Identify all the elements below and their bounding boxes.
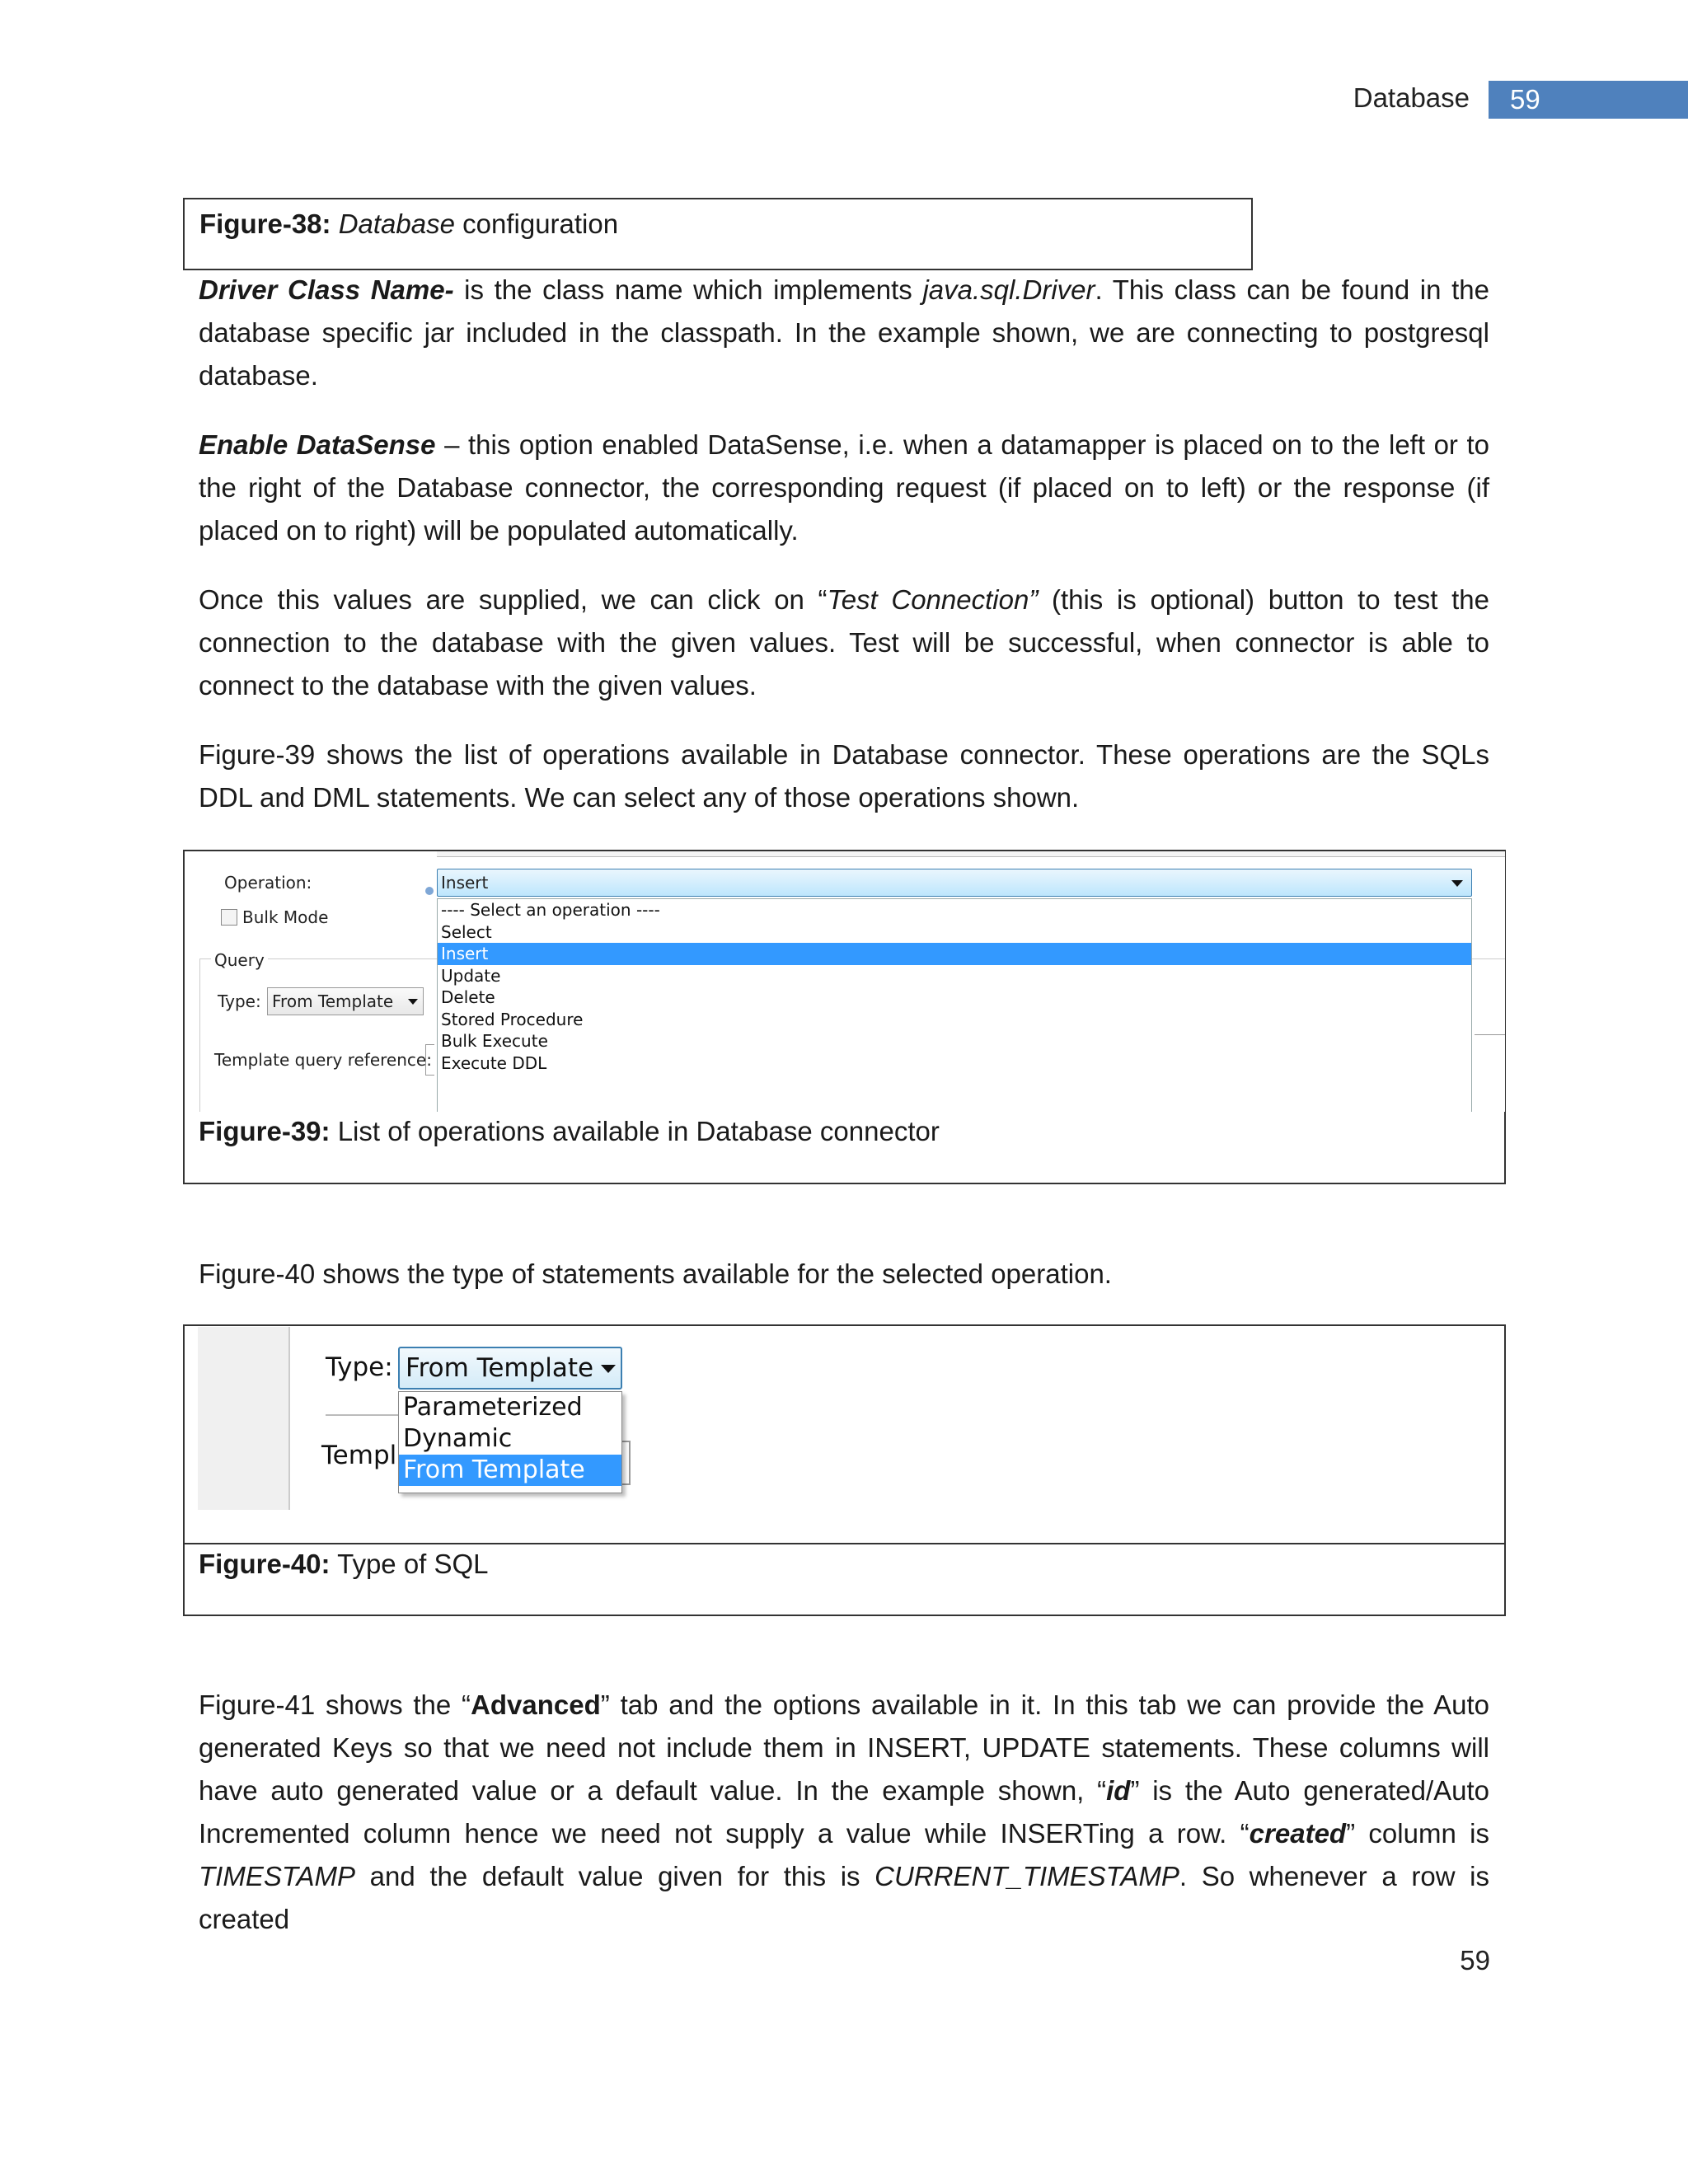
created-column-ref: created — [1249, 1818, 1347, 1849]
figure-40-caption — [199, 1543, 489, 1586]
info-dot-icon — [425, 887, 434, 895]
separator-line — [326, 1414, 400, 1416]
type-label: Type: — [218, 991, 261, 1011]
operation-option[interactable]: Delete — [441, 987, 495, 1007]
operation-label: Operation: — [224, 873, 312, 893]
operation-select[interactable] — [437, 869, 1472, 897]
header-page-number: 59 — [1489, 81, 1688, 119]
current-timestamp-ref: CURRENT_TIMESTAMP — [874, 1861, 1179, 1891]
figure-39-caption — [199, 1110, 940, 1153]
type-select[interactable] — [398, 1347, 622, 1390]
paragraph-enable-datasense — [199, 424, 1489, 552]
test-connection-ref: Test Connection” — [827, 584, 1039, 615]
operation-select-value: Insert — [441, 873, 489, 893]
bulk-mode-checkbox[interactable] — [221, 909, 237, 926]
template-query-field-edge[interactable] — [425, 1044, 434, 1076]
chevron-down-icon — [1451, 880, 1463, 887]
operation-options-list — [437, 898, 1472, 1112]
operation-option[interactable]: Bulk Execute — [441, 1031, 548, 1051]
top-field-remnant — [437, 851, 1505, 857]
figure-40-title: Type of SQL — [330, 1549, 489, 1579]
screenshot-type-dropdown — [198, 1327, 659, 1510]
driver-class-ref: java.sql.Driver — [922, 274, 1095, 305]
type-select-value: From Template — [406, 1353, 594, 1383]
driver-text-2: . This class can be found in the database specific jar included in the classpath. In the example shown, we are connecting to postgresql database. — [199, 274, 1489, 391]
operation-option[interactable]: Select — [441, 921, 492, 942]
fig41-t1: Figure-41 shows the “ — [199, 1690, 471, 1720]
test-text-1: Once this values are supplied, we can click on “ — [199, 584, 828, 615]
fig41-t5: and the default value given for this is — [355, 1861, 875, 1891]
operation-option-selected[interactable]: Insert — [438, 943, 1471, 965]
paragraph-figure-41 — [199, 1684, 1489, 1941]
left-panel — [198, 1327, 290, 1510]
test-text-2: (this is optional) button to test the connection to the database with the given values. Test will be successful, when connector is able to connect to the database with the given values. — [199, 584, 1489, 701]
type-select[interactable] — [267, 987, 424, 1015]
figure-40-label: Figure-40: — [199, 1549, 331, 1579]
advanced-tab-ref: Advanced — [471, 1690, 601, 1720]
figure-38-caption-box — [183, 198, 1253, 270]
type-option[interactable]: Dynamic — [403, 1424, 513, 1453]
screenshot-operation-dropdown — [185, 851, 1505, 1112]
chevron-down-icon — [601, 1365, 616, 1373]
term-driver-class-name: Driver Class Name- — [199, 274, 454, 305]
paragraph-test-connection — [199, 579, 1489, 707]
timestamp-ref: TIMESTAMP — [199, 1861, 356, 1891]
operation-option[interactable]: ---- Select an operation ---- — [441, 900, 660, 920]
fig41-t2: ” tab and the options available in it. In this tab we can provide the Auto generated Keys so that we need not include them in INSERT, UPDATE statements. These columns will have auto generated value or a default value. In the example shown, “ — [199, 1690, 1489, 1806]
figure-38-label: Figure-38: — [199, 209, 331, 239]
operation-option[interactable]: Stored Procedure — [441, 1009, 584, 1029]
footer-page-number: 59 — [1460, 1945, 1490, 1975]
driver-text-1: is the class name which implements — [453, 274, 923, 305]
paragraph-figure-39-intro: Figure-39 shows the list of operations available in Database connector. These operations are the SQLs DDL and DML statements. We can select any of those operations shown. — [199, 739, 1489, 813]
query-group-label: Query — [211, 950, 268, 970]
template-label-partial: Templ — [321, 1441, 397, 1470]
paragraph-driver-class — [199, 269, 1489, 397]
frame-edge-right-2 — [1475, 1034, 1505, 1035]
term-enable-datasense: Enable DataSense — [199, 429, 436, 460]
figure-38-title-rest: configuration — [454, 209, 619, 239]
operation-option[interactable]: Update — [441, 965, 501, 986]
template-query-reference-label: Template query reference: — [214, 1050, 432, 1070]
figure-39-label: Figure-39: — [199, 1116, 331, 1146]
figure-39-title: List of operations available in Database connector — [330, 1116, 940, 1146]
id-column-ref: id — [1106, 1775, 1131, 1806]
type-label: Type: — [326, 1352, 393, 1382]
type-select-value: From Template — [272, 991, 394, 1011]
chevron-down-icon — [408, 999, 418, 1005]
figure-38-caption — [199, 203, 618, 246]
fig41-t4: ” column is — [1346, 1818, 1489, 1849]
header-section-title: Database — [1353, 82, 1470, 113]
fig41-t6: . So whenever a row is created — [199, 1861, 1489, 1934]
type-option-selected[interactable]: From Template — [399, 1455, 621, 1486]
paragraph-figure-40-intro: Figure-40 shows the type of statements available for the selected operation. — [199, 1258, 1112, 1289]
figure-38-title-italic: Database — [338, 209, 455, 239]
type-option[interactable]: Parameterized — [403, 1393, 583, 1422]
bulk-mode-label: Bulk Mode — [242, 907, 329, 927]
frame-edge-right — [1475, 958, 1505, 959]
fig41-t3: ” is the Auto generated/Auto Incremented column hence we need not supply a value while INSERTing a row. “ — [199, 1775, 1489, 1849]
type-options-list — [398, 1391, 622, 1493]
datasense-text: – this option enabled DataSense, i.e. when a datamapper is placed on to the left or to the right of the Database connector, the corresponding request (if placed on to left) or the response (if placed on to right) will be populated automatically. — [199, 429, 1489, 546]
template-field-edge[interactable] — [622, 1441, 631, 1485]
operation-option[interactable]: Execute DDL — [441, 1052, 547, 1073]
